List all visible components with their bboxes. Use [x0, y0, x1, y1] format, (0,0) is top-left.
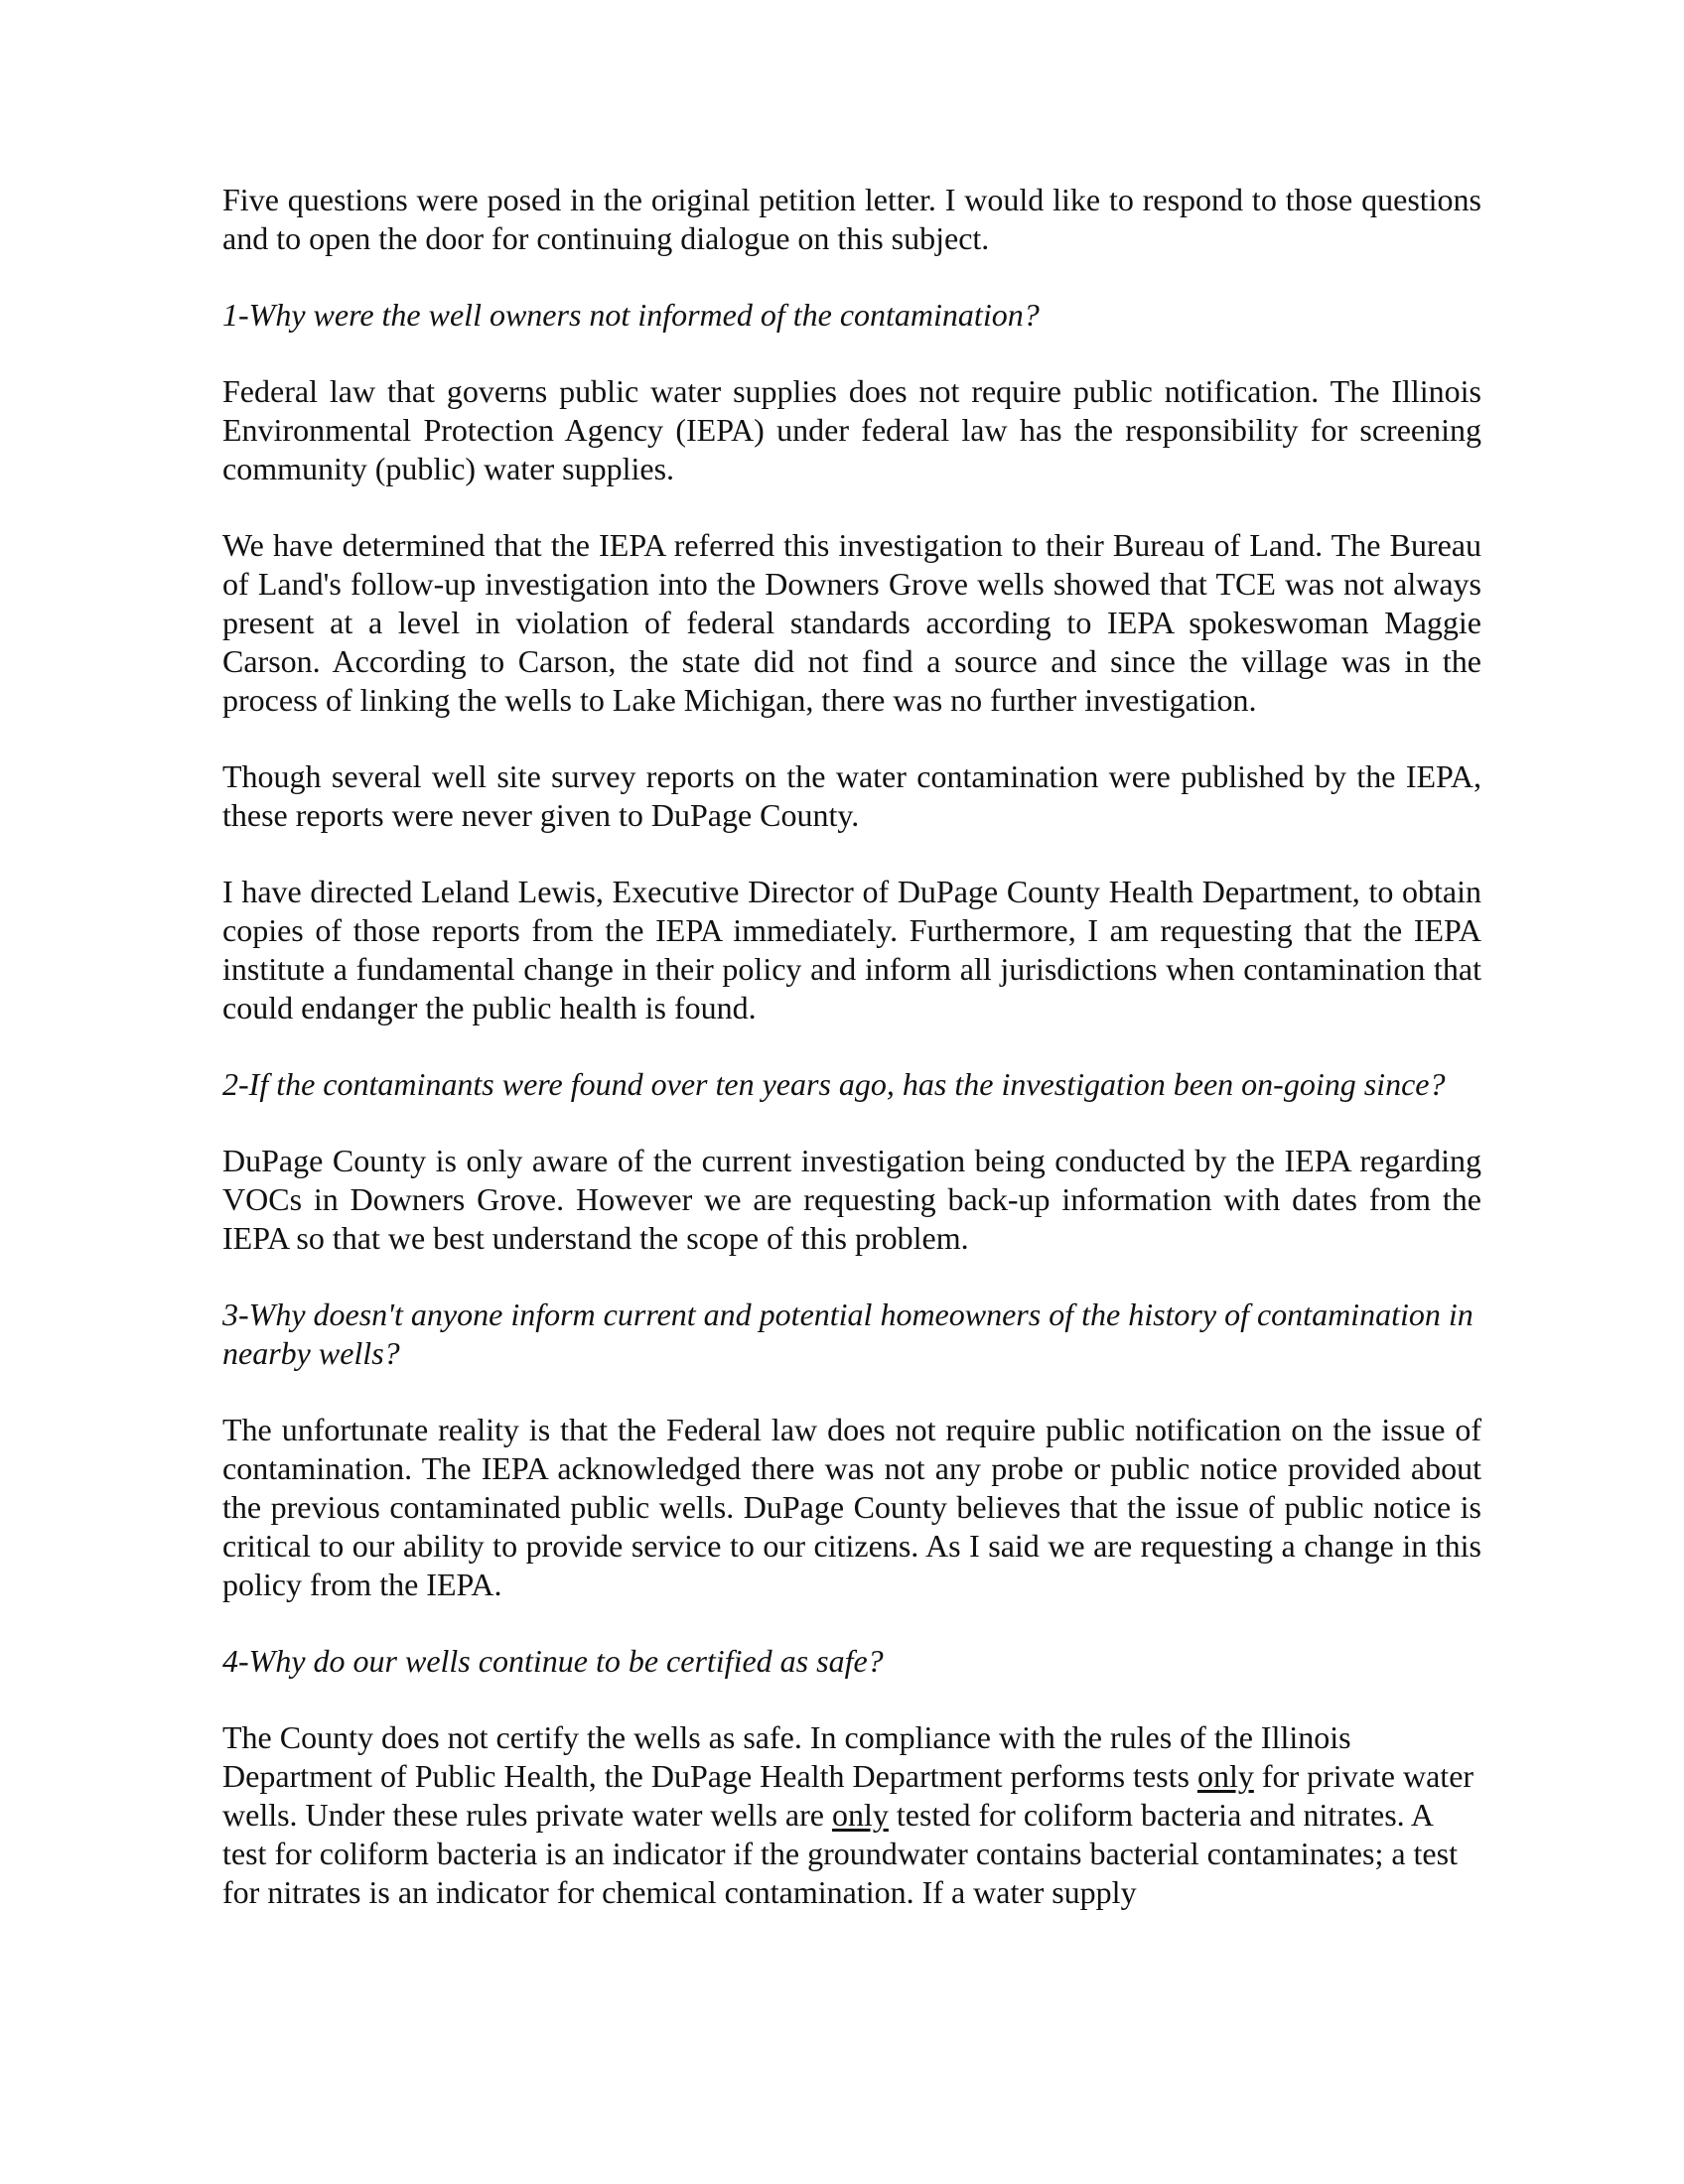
answer-1-paragraph-1: Federal law that governs public water supplies does not require public notification. The Illinois Environmental Protection Agency (IEPA) under federal law has the responsibility for screening community (public) water supplies.	[222, 373, 1481, 486]
emphasis-only-1: only	[1196, 1758, 1254, 1794]
answer-4-text-c: tested for coliform bacteria and nitrates. A test for coliform bacteria is an indicator if the groundwater contains bacterial contaminates; a test for nitrates is an indicator for chemical contamination. If a water supply	[222, 1797, 1458, 1910]
question-1-heading: 1-Why were the well owners not informed of the contamination?	[222, 297, 1040, 333]
intro-paragraph: Five questions were posed in the original petition letter. I would like to respond to those questions and to open the door for continuing dialogue on this subject.	[222, 182, 1481, 256]
question-2-heading: 2-If the contaminants were found over ten years ago, has the investigation been on-going since?	[222, 1066, 1446, 1102]
question-4-heading: 4-Why do our wells continue to be certified as safe?	[222, 1643, 884, 1679]
answer-1-paragraph-2: We have determined that the IEPA referred this investigation to their Bureau of Land. The Bureau of Land's follow-up investigation into the Downers Grove wells showed that TCE was not always present at a level in violation of federal standards according to IEPA spokeswoman Maggie Carson. According to Carson, the state did not find a source and since the village was in the process of linking the wells to Lake Michigan, there was no further investigation.	[222, 527, 1481, 718]
document-body	[222, 181, 1481, 1912]
answer-3-paragraph-1: The unfortunate reality is that the Federal law does not require public notification on the issue of contamination. The IEPA acknowledged there was not any probe or public notice provided about the previous contaminated public wells. DuPage County believes that the issue of public notice is critical to our ability to provide service to our citizens. As I said we are requesting a change in this policy from the IEPA.	[222, 1412, 1481, 1602]
answer-1-paragraph-3: Though several well site survey reports on the water contamination were published by the IEPA, these reports were never given to DuPage County.	[222, 758, 1481, 833]
question-3-heading: 3-Why doesn't anyone inform current and potential homeowners of the history of contamination in nearby wells?	[222, 1297, 1474, 1371]
emphasis-only-2: only	[831, 1797, 889, 1833]
answer-4-paragraph-1	[222, 1718, 1481, 1912]
answer-4-text-b: for private water wells. Under these rules private water wells are	[222, 1758, 1474, 1833]
answer-1-paragraph-4: I have directed Leland Lewis, Executive Director of DuPage County Health Department, to obtain copies of those reports from the IEPA immediately. Furthermore, I am requesting that the IEPA institute a fundamental change in their policy and inform all jurisdictions when contamination that could endanger the public health is found.	[222, 874, 1481, 1025]
answer-4-text-a: The County does not certify the wells as safe. In compliance with the rules of the Illinois Department of Public Health, the DuPage Health Department performs tests	[222, 1719, 1351, 1794]
answer-2-paragraph-1: DuPage County is only aware of the current investigation being conducted by the IEPA regarding VOCs in Downers Grove. However we are requesting back-up information with dates from the IEPA so that we best understand the scope of this problem.	[222, 1143, 1481, 1256]
